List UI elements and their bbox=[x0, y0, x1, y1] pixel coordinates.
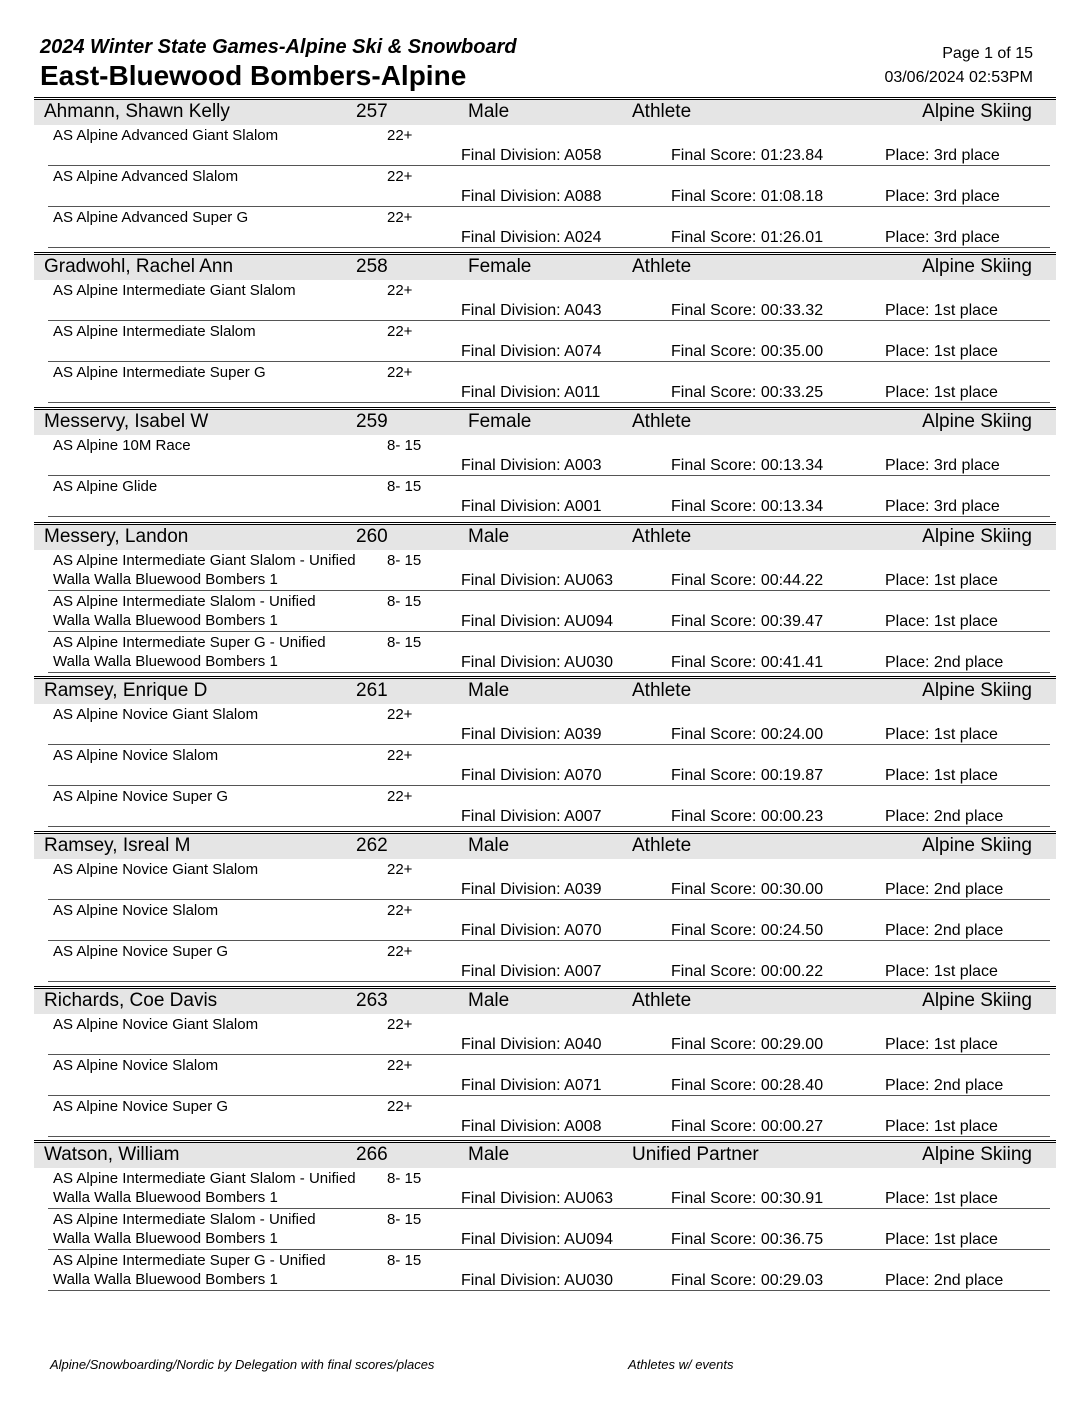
event-age-group: 8- 15 bbox=[387, 1252, 422, 1269]
athlete-row bbox=[34, 255, 1056, 280]
event-age-group: 22+ bbox=[387, 364, 413, 381]
event-row bbox=[48, 280, 1050, 321]
event-name: AS Alpine Intermediate Slalom - Unified bbox=[53, 593, 316, 610]
athlete-gender: Male bbox=[468, 990, 510, 1011]
event-division: Final Division: A043 bbox=[461, 302, 602, 319]
athlete-block bbox=[34, 831, 1056, 982]
athlete-sport: Alpine Skiing bbox=[922, 680, 1032, 701]
athlete-sport: Alpine Skiing bbox=[922, 411, 1032, 432]
event-name: AS Alpine Intermediate Giant Slalom bbox=[53, 282, 296, 299]
event-name: AS Alpine Novice Giant Slalom bbox=[53, 861, 259, 878]
athlete-name: Ahmann, Shawn Kelly bbox=[44, 101, 230, 122]
athlete-row bbox=[34, 100, 1056, 125]
event-row bbox=[48, 1055, 1050, 1096]
athlete-number: 266 bbox=[356, 1144, 388, 1165]
event-score: Final Score: 01:23.84 bbox=[671, 147, 824, 164]
event-row bbox=[48, 435, 1050, 476]
event-score: Final Score: 00:33.25 bbox=[671, 384, 824, 401]
athlete-sport: Alpine Skiing bbox=[922, 990, 1032, 1011]
athlete-role: Athlete bbox=[632, 990, 692, 1011]
athlete-name: Ramsey, Enrique D bbox=[44, 680, 208, 701]
event-name: AS Alpine Novice Giant Slalom bbox=[53, 1016, 259, 1033]
event-division: Final Division: AU094 bbox=[461, 613, 614, 630]
event-score: Final Score: 00:24.00 bbox=[671, 726, 824, 743]
footer-report-name: Alpine/Snowboarding/Nordic by Delegation with final scores/places bbox=[50, 1357, 435, 1372]
event-place: Place: 2nd place bbox=[885, 1077, 1004, 1094]
event-place: Place: 3rd place bbox=[885, 229, 1000, 246]
event-score: Final Score: 01:26.01 bbox=[671, 229, 824, 246]
event-row bbox=[48, 591, 1050, 632]
event-name: AS Alpine Novice Super G bbox=[53, 943, 229, 960]
event-age-group: 22+ bbox=[387, 282, 413, 299]
event-age-group: 22+ bbox=[387, 861, 413, 878]
athlete-gender: Female bbox=[468, 411, 532, 432]
athlete-number: 263 bbox=[356, 990, 388, 1011]
event-division: Final Division: A039 bbox=[461, 726, 602, 743]
event-name: AS Alpine Intermediate Super G - Unified bbox=[53, 634, 326, 651]
athlete-block bbox=[34, 1140, 1056, 1291]
athlete-name: Watson, William bbox=[44, 1144, 180, 1165]
athlete-number: 262 bbox=[356, 835, 388, 856]
event-age-group: 22+ bbox=[387, 706, 413, 723]
event-name: AS Alpine Novice Slalom bbox=[53, 1057, 219, 1074]
event-division: Final Division: A007 bbox=[461, 963, 602, 980]
event-place: Place: 1st place bbox=[885, 1190, 998, 1207]
event-age-group: 22+ bbox=[387, 209, 413, 226]
athlete-name: Gradwohl, Rachel Ann bbox=[44, 256, 234, 277]
report-datetime: 03/06/2024 02:53PM bbox=[884, 69, 1033, 86]
event-place: Place: 2nd place bbox=[885, 654, 1004, 671]
event-age-group: 22+ bbox=[387, 902, 413, 919]
event-age-group: 22+ bbox=[387, 168, 413, 185]
event-division: Final Division: AU094 bbox=[461, 1231, 614, 1248]
athlete-role: Unified Partner bbox=[632, 1144, 759, 1165]
event-name: AS Alpine Intermediate Slalom - Unified bbox=[53, 1211, 316, 1228]
athlete-role: Athlete bbox=[632, 835, 692, 856]
athlete-row bbox=[34, 989, 1056, 1014]
athlete-row bbox=[34, 1143, 1056, 1168]
athlete-number: 258 bbox=[356, 256, 388, 277]
event-name: AS Alpine Novice Super G bbox=[53, 1098, 229, 1115]
event-age-group: 8- 15 bbox=[387, 478, 422, 495]
event-place: Place: 2nd place bbox=[885, 922, 1004, 939]
footer-report-type: Athletes w/ events bbox=[628, 1357, 734, 1372]
event-score: Final Score: 00:33.32 bbox=[671, 302, 824, 319]
athlete-gender: Male bbox=[468, 1144, 510, 1165]
event-division: Final Division: AU030 bbox=[461, 654, 614, 671]
event-row bbox=[48, 1096, 1050, 1137]
event-division: Final Division: A070 bbox=[461, 922, 602, 939]
event-place: Place: 1st place bbox=[885, 343, 998, 360]
athlete-row bbox=[34, 834, 1056, 859]
event-division: Final Division: A003 bbox=[461, 457, 602, 474]
event-age-group: 22+ bbox=[387, 127, 413, 144]
event-row bbox=[48, 207, 1050, 248]
athlete-sport: Alpine Skiing bbox=[922, 101, 1032, 122]
athlete-row bbox=[34, 410, 1056, 435]
event-score: Final Score: 00:00.23 bbox=[671, 808, 824, 825]
event-place: Place: 1st place bbox=[885, 963, 998, 980]
event-team: Walla Walla Bluewood Bombers 1 bbox=[53, 1230, 278, 1247]
event-row bbox=[48, 704, 1050, 745]
event-age-group: 8- 15 bbox=[387, 1211, 422, 1228]
event-place: Place: 1st place bbox=[885, 384, 998, 401]
event-team: Walla Walla Bluewood Bombers 1 bbox=[53, 653, 278, 670]
athlete-gender: Male bbox=[468, 835, 510, 856]
athlete-block bbox=[34, 252, 1056, 403]
athlete-role: Athlete bbox=[632, 256, 692, 277]
event-row bbox=[48, 550, 1050, 591]
event-name: AS Alpine Novice Slalom bbox=[53, 902, 219, 919]
event-place: Place: 2nd place bbox=[885, 881, 1004, 898]
event-team: Walla Walla Bluewood Bombers 1 bbox=[53, 1271, 278, 1288]
event-team: Walla Walla Bluewood Bombers 1 bbox=[53, 1189, 278, 1206]
athlete-role: Athlete bbox=[632, 680, 692, 701]
event-place: Place: 3rd place bbox=[885, 457, 1000, 474]
event-team: Walla Walla Bluewood Bombers 1 bbox=[53, 612, 278, 629]
event-age-group: 8- 15 bbox=[387, 437, 422, 454]
event-division: Final Division: A070 bbox=[461, 767, 602, 784]
event-score: Final Score: 01:08.18 bbox=[671, 188, 824, 205]
athlete-number: 260 bbox=[356, 526, 388, 547]
event-division: Final Division: A007 bbox=[461, 808, 602, 825]
event-score: Final Score: 00:19.87 bbox=[671, 767, 824, 784]
event-division: Final Division: AU063 bbox=[461, 572, 614, 589]
event-row bbox=[48, 1250, 1050, 1291]
athlete-number: 259 bbox=[356, 411, 388, 432]
event-name: AS Alpine 10M Race bbox=[53, 437, 191, 454]
athlete-role: Athlete bbox=[632, 411, 692, 432]
event-score: Final Score: 00:44.22 bbox=[671, 572, 824, 589]
athlete-row bbox=[34, 525, 1056, 550]
event-score: Final Score: 00:36.75 bbox=[671, 1231, 824, 1248]
athlete-block bbox=[34, 986, 1056, 1137]
event-division: Final Division: A001 bbox=[461, 498, 602, 515]
event-place: Place: 3rd place bbox=[885, 147, 1000, 164]
event-score: Final Score: 00:13.34 bbox=[671, 498, 824, 515]
page-number: Page 1 of 15 bbox=[942, 45, 1033, 62]
event-age-group: 8- 15 bbox=[387, 1170, 422, 1187]
event-age-group: 22+ bbox=[387, 943, 413, 960]
athlete-gender: Male bbox=[468, 526, 510, 547]
event-division: Final Division: A039 bbox=[461, 881, 602, 898]
event-score: Final Score: 00:29.03 bbox=[671, 1272, 824, 1289]
event-score: Final Score: 00:00.22 bbox=[671, 963, 824, 980]
event-row bbox=[48, 321, 1050, 362]
event-score: Final Score: 00:30.91 bbox=[671, 1190, 824, 1207]
report-subtitle: 2024 Winter State Games-Alpine Ski & Snowboard bbox=[40, 36, 517, 58]
athlete-sport: Alpine Skiing bbox=[922, 835, 1032, 856]
report-title: East-Bluewood Bombers-Alpine bbox=[40, 60, 467, 91]
event-row bbox=[48, 125, 1050, 166]
event-division: Final Division: A011 bbox=[461, 384, 601, 401]
event-name: AS Alpine Glide bbox=[53, 478, 158, 495]
event-name: AS Alpine Advanced Slalom bbox=[53, 168, 239, 185]
event-row bbox=[48, 1209, 1050, 1250]
event-name: AS Alpine Intermediate Super G bbox=[53, 364, 266, 381]
athlete-gender: Male bbox=[468, 101, 510, 122]
event-row bbox=[48, 900, 1050, 941]
event-age-group: 22+ bbox=[387, 1098, 413, 1115]
event-division: Final Division: A024 bbox=[461, 229, 602, 246]
event-row bbox=[48, 362, 1050, 403]
event-place: Place: 1st place bbox=[885, 572, 998, 589]
athlete-block bbox=[34, 522, 1056, 673]
athlete-sport: Alpine Skiing bbox=[922, 526, 1032, 547]
event-age-group: 22+ bbox=[387, 323, 413, 340]
event-row bbox=[48, 786, 1050, 827]
event-age-group: 22+ bbox=[387, 747, 413, 764]
event-row bbox=[48, 1014, 1050, 1055]
athlete-name: Messery, Landon bbox=[44, 526, 189, 547]
athlete-sport: Alpine Skiing bbox=[922, 256, 1032, 277]
athlete-name: Richards, Coe Davis bbox=[44, 990, 218, 1011]
athlete-block bbox=[34, 676, 1056, 827]
event-row bbox=[48, 1168, 1050, 1209]
athlete-gender: Female bbox=[468, 256, 532, 277]
event-place: Place: 2nd place bbox=[885, 1272, 1004, 1289]
athlete-role: Athlete bbox=[632, 101, 692, 122]
athlete-gender: Male bbox=[468, 680, 510, 701]
event-row bbox=[48, 859, 1050, 900]
athlete-number: 261 bbox=[356, 680, 388, 701]
event-place: Place: 1st place bbox=[885, 726, 998, 743]
event-place: Place: 3rd place bbox=[885, 498, 1000, 515]
event-place: Place: 1st place bbox=[885, 613, 998, 630]
event-score: Final Score: 00:30.00 bbox=[671, 881, 824, 898]
event-name: AS Alpine Intermediate Slalom bbox=[53, 323, 256, 340]
athlete-block bbox=[34, 407, 1056, 517]
event-division: Final Division: A074 bbox=[461, 343, 602, 360]
athlete-name: Ramsey, Isreal M bbox=[44, 835, 191, 856]
event-division: Final Division: AU030 bbox=[461, 1272, 614, 1289]
event-division: Final Division: A058 bbox=[461, 147, 602, 164]
event-place: Place: 1st place bbox=[885, 1036, 998, 1053]
athlete-block bbox=[34, 97, 1056, 248]
event-name: AS Alpine Intermediate Giant Slalom - Unified bbox=[53, 1170, 356, 1187]
event-row bbox=[48, 476, 1050, 517]
event-score: Final Score: 00:13.34 bbox=[671, 457, 824, 474]
event-age-group: 8- 15 bbox=[387, 552, 422, 569]
event-place: Place: 1st place bbox=[885, 302, 998, 319]
athlete-role: Athlete bbox=[632, 526, 692, 547]
event-row bbox=[48, 166, 1050, 207]
event-name: AS Alpine Advanced Giant Slalom bbox=[53, 127, 279, 144]
event-row bbox=[48, 745, 1050, 786]
event-score: Final Score: 00:41.41 bbox=[671, 654, 824, 671]
athlete-row bbox=[34, 679, 1056, 704]
event-division: Final Division: AU063 bbox=[461, 1190, 614, 1207]
athlete-number: 257 bbox=[356, 101, 388, 122]
event-name: AS Alpine Intermediate Super G - Unified bbox=[53, 1252, 326, 1269]
athlete-sport: Alpine Skiing bbox=[922, 1144, 1032, 1165]
event-place: Place: 1st place bbox=[885, 767, 998, 784]
event-division: Final Division: A071 bbox=[461, 1077, 602, 1094]
event-division: Final Division: A088 bbox=[461, 188, 602, 205]
event-name: AS Alpine Novice Super G bbox=[53, 788, 229, 805]
event-age-group: 22+ bbox=[387, 1016, 413, 1033]
event-score: Final Score: 00:28.40 bbox=[671, 1077, 824, 1094]
event-name: AS Alpine Novice Giant Slalom bbox=[53, 706, 259, 723]
event-age-group: 8- 15 bbox=[387, 593, 422, 610]
event-score: Final Score: 00:24.50 bbox=[671, 922, 824, 939]
event-age-group: 8- 15 bbox=[387, 634, 422, 651]
event-row bbox=[48, 941, 1050, 982]
athlete-name: Messervy, Isabel W bbox=[44, 411, 209, 432]
event-score: Final Score: 00:29.00 bbox=[671, 1036, 824, 1053]
event-name: AS Alpine Novice Slalom bbox=[53, 747, 219, 764]
event-division: Final Division: A008 bbox=[461, 1118, 602, 1135]
event-team: Walla Walla Bluewood Bombers 1 bbox=[53, 571, 278, 588]
event-age-group: 22+ bbox=[387, 1057, 413, 1074]
event-place: Place: 2nd place bbox=[885, 808, 1004, 825]
event-name: AS Alpine Advanced Super G bbox=[53, 209, 249, 226]
event-score: Final Score: 00:35.00 bbox=[671, 343, 824, 360]
event-place: Place: 1st place bbox=[885, 1231, 998, 1248]
event-place: Place: 3rd place bbox=[885, 188, 1000, 205]
event-score: Final Score: 00:00.27 bbox=[671, 1118, 824, 1135]
event-name: AS Alpine Intermediate Giant Slalom - Unified bbox=[53, 552, 356, 569]
event-score: Final Score: 00:39.47 bbox=[671, 613, 824, 630]
event-division: Final Division: A040 bbox=[461, 1036, 602, 1053]
event-age-group: 22+ bbox=[387, 788, 413, 805]
event-row bbox=[48, 632, 1050, 673]
event-place: Place: 1st place bbox=[885, 1118, 998, 1135]
